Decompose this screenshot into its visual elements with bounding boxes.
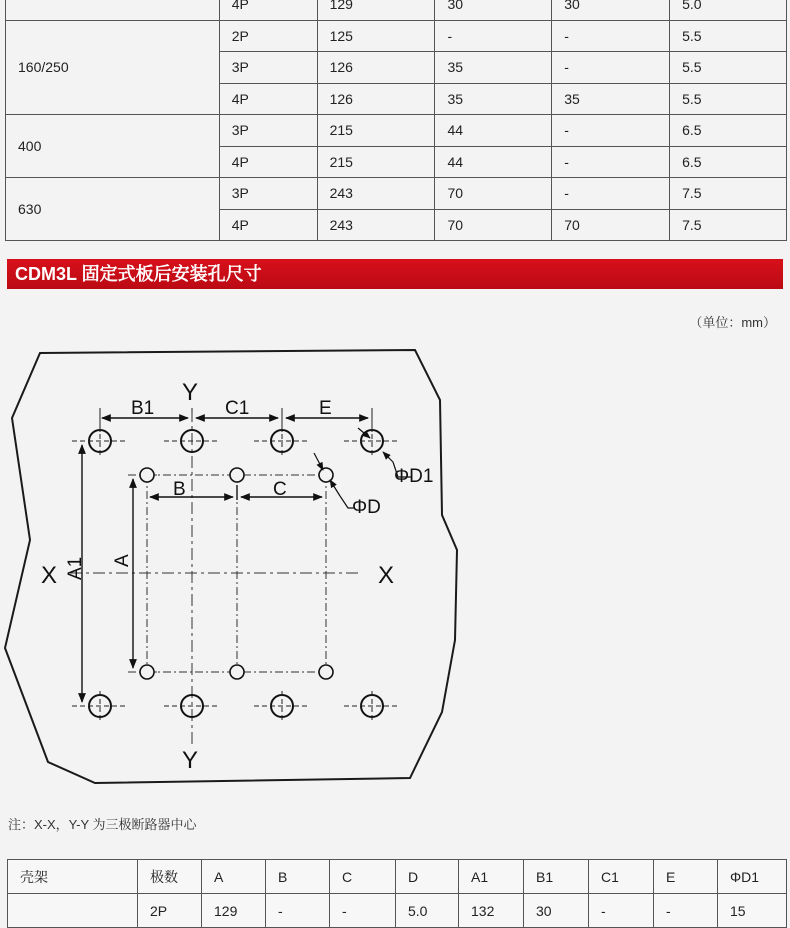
label-a1: A1 (65, 556, 86, 580)
table-cell: 4P (219, 209, 317, 241)
column-header: B1 (524, 860, 589, 894)
table-cell: 30 (552, 0, 670, 20)
table-cell: 44 (435, 146, 552, 178)
table-cell: 129 (317, 0, 435, 20)
table-cell: - (552, 146, 670, 178)
table-row (6, 0, 787, 20)
label-y-bottom: Y (182, 747, 199, 774)
table-cell: 129 (202, 894, 266, 928)
table-row (6, 115, 787, 147)
table-cell: 15 (718, 894, 787, 928)
label-x-right: X (378, 562, 395, 589)
table-row (6, 20, 787, 52)
table-cell: 132 (459, 894, 524, 928)
table-cell: 7.5 (670, 209, 787, 241)
column-header: C (330, 860, 396, 894)
table-cell: 5.0 (396, 894, 459, 928)
column-header: C1 (589, 860, 654, 894)
table-cell: - (435, 20, 552, 52)
label-a: A (112, 554, 133, 567)
column-header: 壳架 (8, 860, 138, 894)
table-cell: 243 (317, 178, 435, 210)
table-cell: 30 (524, 894, 589, 928)
footnote: 注：X-X，Y-Y 为三极断路器中心 (8, 817, 197, 832)
table-cell: 126 (317, 52, 435, 84)
table-cell: 4P (219, 83, 317, 115)
table-cell: 5.5 (670, 83, 787, 115)
table-cell: - (552, 178, 670, 210)
column-header: E (654, 860, 718, 894)
table-cell: - (552, 20, 670, 52)
column-header: A1 (459, 860, 524, 894)
table-cell: 6.5 (670, 115, 787, 147)
label-x-left: X (41, 562, 58, 589)
table-cell: 5.0 (670, 0, 787, 20)
table-cell: 5.5 (670, 20, 787, 52)
label-c: C (273, 479, 287, 500)
frame-cell: 160/250 (6, 20, 220, 115)
table-cell: 7.5 (670, 178, 787, 210)
table-cell: 243 (317, 209, 435, 241)
table-cell: 2P (138, 894, 202, 928)
table-cell: 30 (435, 0, 552, 20)
table-cell: 3P (219, 52, 317, 84)
column-header: ΦD1 (718, 860, 787, 894)
table-cell: 2P (219, 20, 317, 52)
table-cell: 6.5 (670, 146, 787, 178)
label-b: B (173, 479, 186, 500)
column-header: B (266, 860, 330, 894)
table-cell: 126 (317, 83, 435, 115)
table-cell: 35 (552, 83, 670, 115)
table-cell: 3P (219, 178, 317, 210)
table-cell: 215 (317, 115, 435, 147)
table-cell (6, 0, 220, 20)
table-cell: - (654, 894, 718, 928)
table-cell: - (330, 894, 396, 928)
dimension-table-top (5, 0, 787, 241)
table-cell: 35 (435, 52, 552, 84)
mounting-hole-diagram (0, 340, 790, 790)
dimension-table-bottom (7, 859, 787, 928)
table-cell: 70 (435, 178, 552, 210)
table-cell: 4P (219, 0, 317, 20)
label-y-top: Y (182, 379, 199, 406)
column-header: A (202, 860, 266, 894)
table-cell: - (589, 894, 654, 928)
frame-cell: 400 (6, 115, 220, 178)
label-c1: C1 (225, 398, 250, 419)
column-header: D (396, 860, 459, 894)
label-d: ΦD (352, 497, 381, 518)
unit-label: （单位：mm） (689, 315, 776, 330)
table-cell: 70 (435, 209, 552, 241)
table-cell: - (552, 115, 670, 147)
table-cell: 44 (435, 115, 552, 147)
section-title-banner: CDM3L 固定式板后安装孔尺寸 (7, 259, 783, 289)
table-row (6, 178, 787, 210)
label-b1: B1 (131, 398, 155, 419)
table-cell: 35 (435, 83, 552, 115)
column-header: 极数 (138, 860, 202, 894)
label-e: E (319, 398, 332, 419)
frame-cell: 630 (6, 178, 220, 241)
label-d1: ΦD1 (394, 466, 434, 487)
table-header-row (8, 860, 787, 894)
table-cell: 70 (552, 209, 670, 241)
table-cell: 3P (219, 115, 317, 147)
table-cell: - (552, 52, 670, 84)
table-cell: 4P (219, 146, 317, 178)
table-cell: 215 (317, 146, 435, 178)
table-cell: 5.5 (670, 52, 787, 84)
table-cell: - (266, 894, 330, 928)
table-cell: 125 (317, 20, 435, 52)
